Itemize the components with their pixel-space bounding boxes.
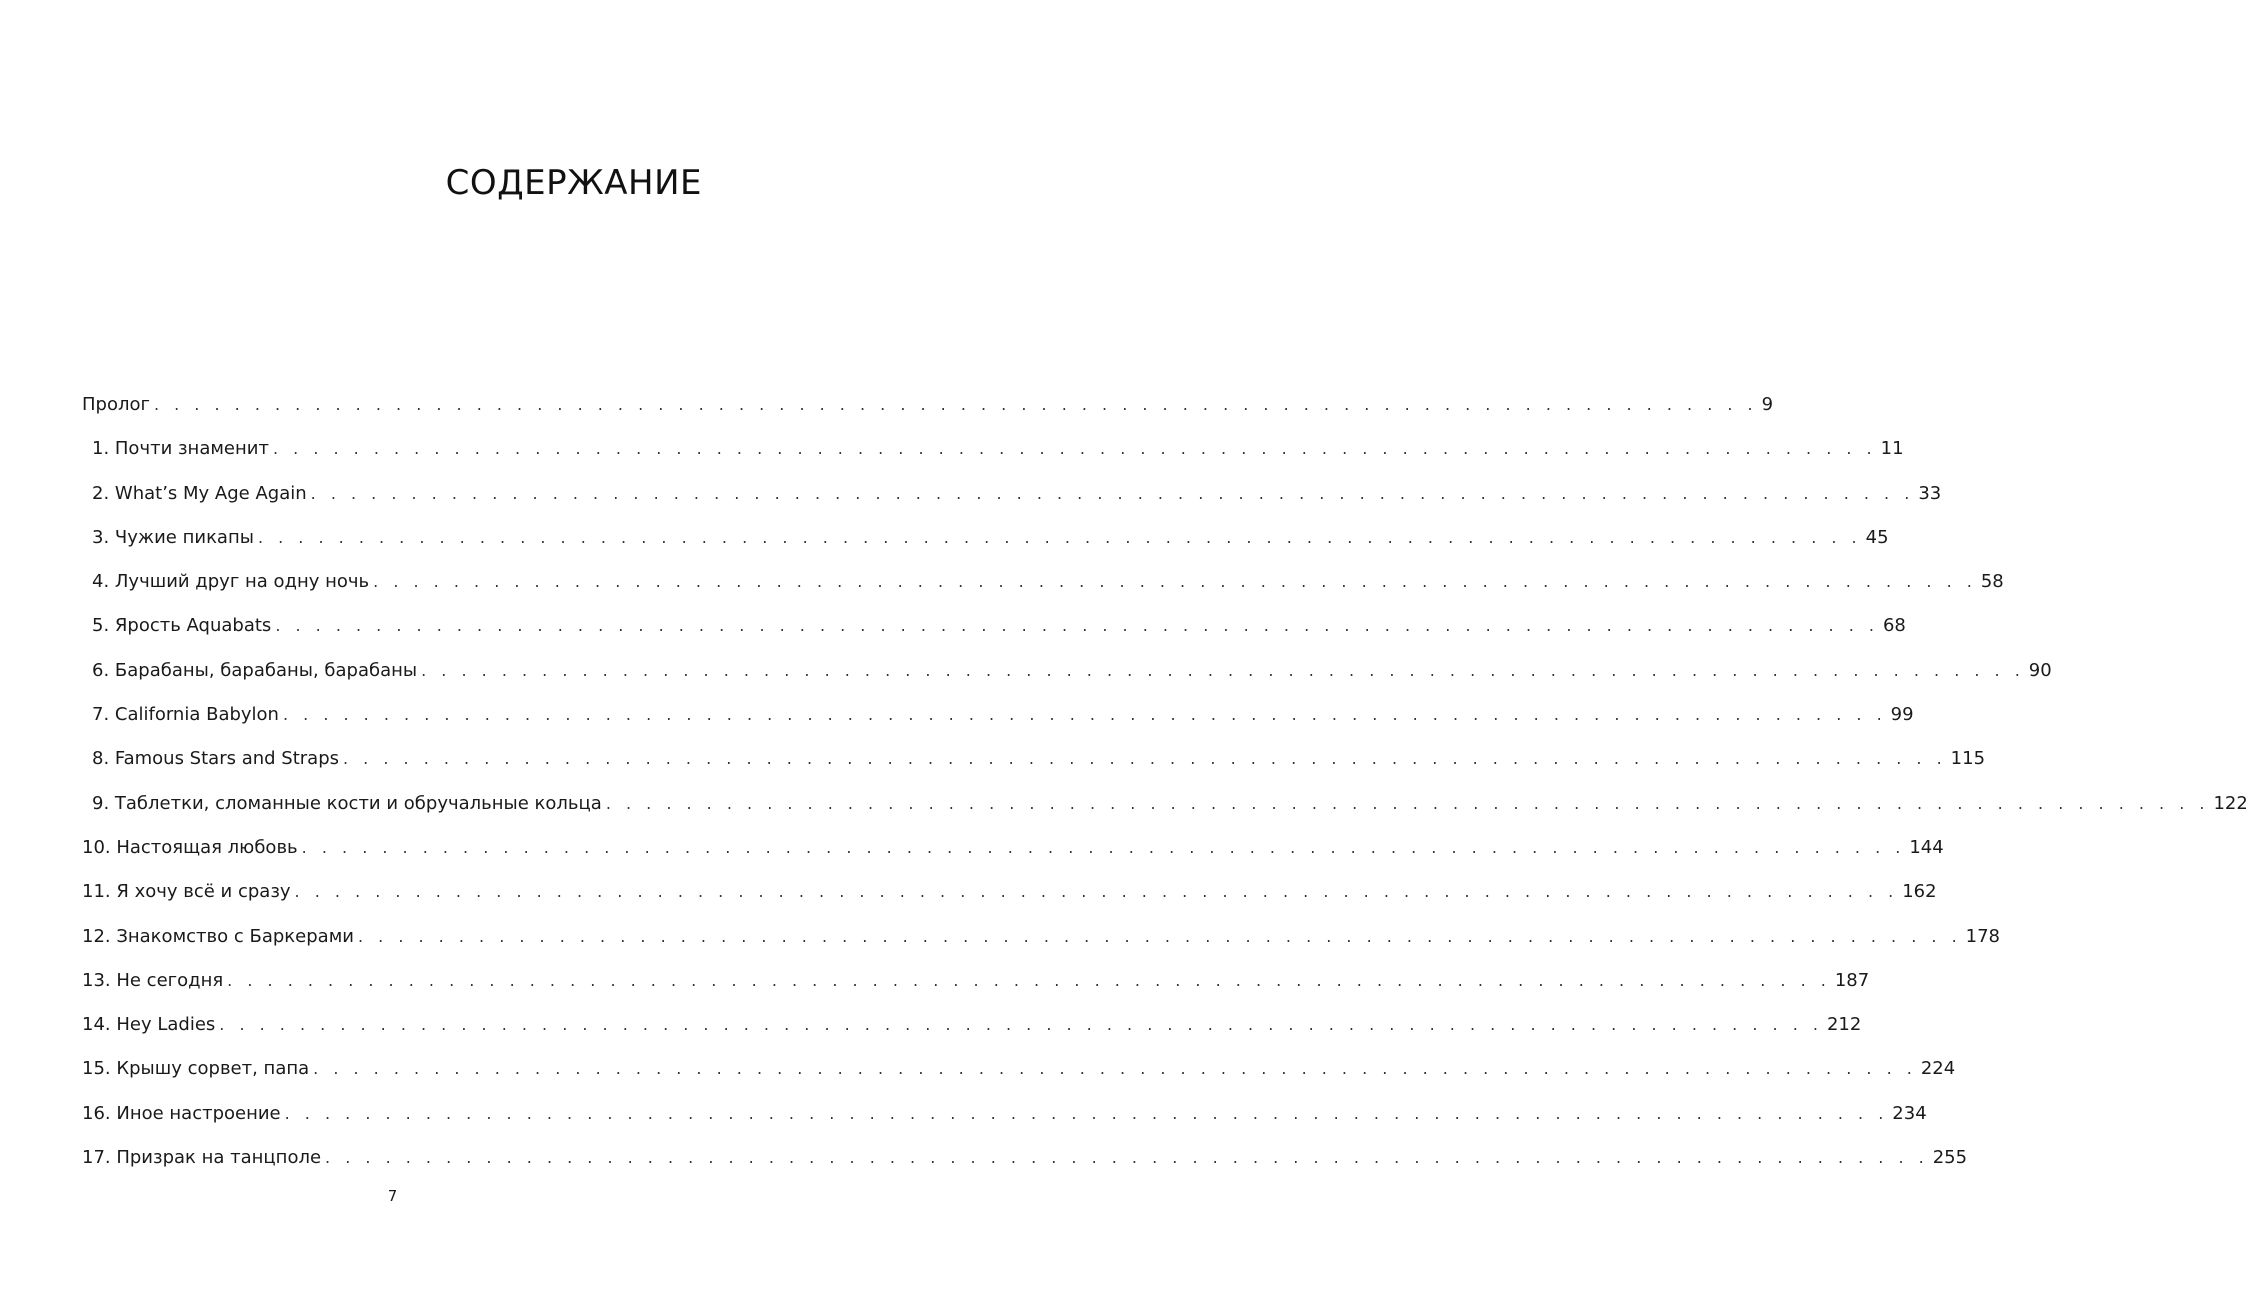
toc-entry [82,1136,1968,1180]
dot-leader: . . . . . . . . . . . . . . . . . . . . . . . . . . . . . . . . . . . . . . . . . . . . . . . . . . . . . . . . . . . . . . . . . . . . . . . . . . . . . . . . [153,395,1758,414]
dot-leader: . . . . . . . . . . . . . . . . . . . . . . . . . . . . . . . . . . . . . . . . . . . . . . . . . . . . . . . . . . . . . . . . . . . . . . . . . . . . . . . . [313,1059,1917,1079]
toc-entry-title: Пролог [82,394,150,415]
dot-leader: . . . . . . . . . . . . . . . . . . . . . . . . . . . . . . . . . . . . . . . . . . . . . . . . . . . . . . . . . . . . . . . . . . . . . . . . . . . . . . . . [282,705,1887,725]
toc-entry-title: 4. Лучший друг на одну ночь [92,571,370,593]
toc-entry-page: 9 [1761,394,1774,415]
toc-entry-page: 33 [1918,482,1942,504]
toc-entry-title: 16. Иное настроение [82,1102,281,1124]
dot-leader: . . . . . . . . . . . . . . . . . . . . . . . . . . . . . . . . . . . . . . . . . . . . . . . . . . . . . . . . . . . . . . . . . . . . . . . . . . . . . . . . [605,793,2210,813]
toc-entry-page: 45 [1865,526,1889,548]
toc-entry-title: 10. Настоящая любовь [82,836,298,858]
dot-leader: . . . . . . . . . . . . . . . . . . . . . . . . . . . . . . . . . . . . . . . . . . . . . . . . . . . . . . . . . . . . . . . . . . . . . . . . . . . . . . . . [301,837,1906,857]
toc-entry [82,693,1914,737]
toc-entry-page: 255 [1932,1147,1968,1169]
dot-leader: . . . . . . . . . . . . . . . . . . . . . . . . . . . . . . . . . . . . . . . . . . . . . . . . . . . . . . . . . . . . . . . . . . . . . . . . . . . . . . . . [421,660,2025,680]
toc-entry-page: 122 [2213,792,2248,814]
toc-entry-page: 99 [1890,704,1914,726]
toc-entry [82,782,2248,826]
toc-entry [82,1092,1927,1136]
dot-leader: . . . . . . . . . . . . . . . . . . . . . . . . . . . . . . . . . . . . . . . . . . . . . . . . . . . . . . . . . . . . . . . . . . . . . . . . . . . . . . . . [373,572,1977,592]
toc-entry [82,649,2052,693]
toc-entry-title: 15. Крышу сорвет, папа [82,1058,310,1080]
toc-entry [82,560,2004,604]
dot-leader: . . . . . . . . . . . . . . . . . . . . . . . . . . . . . . . . . . . . . . . . . . . . . . . . . . . . . . . . . . . . . . . . . . . . . . . . . . . . . . . . [357,926,1962,946]
toc-entry-title: 17. Призрак на танцполе [82,1147,322,1169]
toc-entry [82,604,1906,648]
page-title: СОДЕРЖАНИЕ [445,162,702,203]
toc-entry [82,915,2001,959]
toc-entry [82,516,1889,560]
toc-entry-page: 68 [1882,615,1906,637]
toc-entry [82,383,1774,427]
toc-entry-title: 13. Не сегодня [82,969,224,991]
toc-entry-page: 162 [1902,881,1937,903]
table-of-contents [82,383,2248,1180]
toc-entry [82,737,1986,781]
toc-entry-title: 8. Famous Stars and Straps [92,748,339,770]
toc-entry [82,427,1904,471]
dot-leader: . . . . . . . . . . . . . . . . . . . . . . . . . . . . . . . . . . . . . . . . . . . . . . . . . . . . . . . . . . . . . . . . . . . . . . . . . . . . . . . . [257,527,1862,547]
toc-entry-title: 5. Ярость Aquabats [92,615,272,637]
dot-leader: . . . . . . . . . . . . . . . . . . . . . . . . . . . . . . . . . . . . . . . . . . . . . . . . . . . . . . . . . . . . . . . . . . . . . . . . . . . . . . . . [310,483,1915,503]
dot-leader: . . . . . . . . . . . . . . . . . . . . . . . . . . . . . . . . . . . . . . . . . . . . . . . . . . . . . . . . . . . . . . . . . . . . . . . . . . . . . . . . [294,882,1899,902]
toc-entry [82,1003,1862,1047]
dot-leader: . . . . . . . . . . . . . . . . . . . . . . . . . . . . . . . . . . . . . . . . . . . . . . . . . . . . . . . . . . . . . . . . . . . . . . . . . . . . . . . . [272,439,1877,459]
toc-entry-page: 224 [1920,1058,1956,1080]
dot-leader: . . . . . . . . . . . . . . . . . . . . . . . . . . . . . . . . . . . . . . . . . . . . . . . . . . . . . . . . . . . . . . . . . . . . . . . . . . . . . . . . [284,1103,1889,1123]
toc-entry-page: 234 [1892,1102,1927,1124]
toc-entry-page: 58 [1980,571,2004,593]
toc-entry-page: 178 [1965,925,2001,947]
toc-entry-page: 11 [1880,438,1904,460]
toc-entry-title: 2. What’s My Age Again [92,482,307,504]
toc-entry-title: 3. Чужие пикапы [92,526,254,548]
toc-entry [82,1047,1956,1091]
toc-entry-page: 212 [1826,1014,1862,1036]
toc-entry-page: 90 [2028,659,2052,681]
toc-entry-title: 14. Hey Ladies [82,1014,216,1036]
toc-entry [82,826,1944,870]
toc-entry-title: 6. Барабаны, барабаны, барабаны [92,659,418,681]
toc-entry-title: 9. Таблетки, сломанные кости и обручальные кольца [92,792,602,814]
toc-entry [82,870,1937,914]
toc-entry-title: 12. Знакомство с Баркерами [82,925,354,947]
page-number: 7 [387,1187,398,1205]
toc-entry-page: 115 [1950,748,1986,770]
dot-leader: . . . . . . . . . . . . . . . . . . . . . . . . . . . . . . . . . . . . . . . . . . . . . . . . . . . . . . . . . . . . . . . . . . . . . . . . . . . . . . . . [219,1015,1823,1035]
dot-leader: . . . . . . . . . . . . . . . . . . . . . . . . . . . . . . . . . . . . . . . . . . . . . . . . . . . . . . . . . . . . . . . . . . . . . . . . . . . . . . . . [325,1148,1929,1168]
dot-leader: . . . . . . . . . . . . . . . . . . . . . . . . . . . . . . . . . . . . . . . . . . . . . . . . . . . . . . . . . . . . . . . . . . . . . . . . . . . . . . . . [343,749,1947,769]
toc-entry-page: 187 [1834,969,1870,991]
toc-entry-title: 7. California Babylon [92,704,279,726]
toc-entry [82,959,1870,1003]
toc-entry-page: 144 [1909,836,1944,858]
dot-leader: . . . . . . . . . . . . . . . . . . . . . . . . . . . . . . . . . . . . . . . . . . . . . . . . . . . . . . . . . . . . . . . . . . . . . . . . . . . . . . . . [227,970,1831,990]
toc-entry-title: 11. Я хочу всё и сразу [82,881,291,903]
dot-leader: . . . . . . . . . . . . . . . . . . . . . . . . . . . . . . . . . . . . . . . . . . . . . . . . . . . . . . . . . . . . . . . . . . . . . . . . . . . . . . . . [275,616,1879,636]
toc-entry-title: 1. Почти знаменит [92,438,269,460]
toc-entry [82,472,1942,516]
